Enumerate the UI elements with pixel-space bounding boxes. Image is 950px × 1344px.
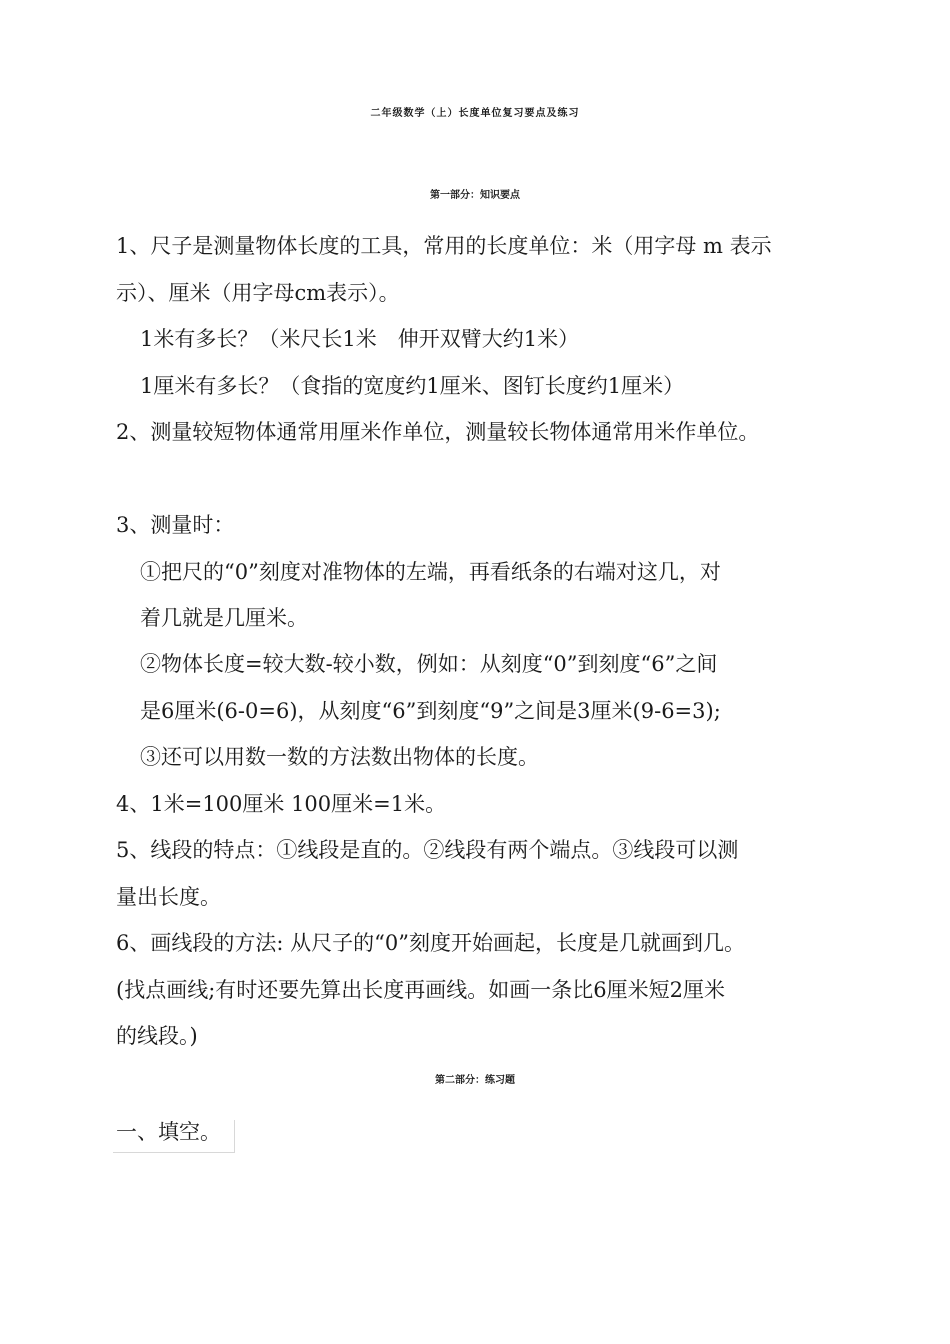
point-3-heading: 3、测量时： <box>116 513 235 537</box>
point-3-step-1-line-1: ①把尺的“0”刻度对准物体的左端，再看纸条的右端对这几，对 <box>140 560 721 584</box>
point-1-line-2: 示）、厘米（用字母cm表示）。 <box>116 281 400 305</box>
point-5-line-2: 量出长度。 <box>116 885 221 909</box>
meter-example: 1米有多长？（米尺长1米 伸开双臂大约1米） <box>140 327 580 351</box>
point-3-step-2-line-2: 是6厘米(6-0=6)，从刻度“6”到刻度“9”之间是3厘米(9-6=3); <box>140 699 721 723</box>
part1-heading: 第一部分：知识要点 <box>430 190 520 201</box>
point-6-line-2: (找点画线;有时还要先算出长度再画线。如画一条比6厘米短2厘米 <box>116 978 725 1002</box>
point-3-step-2-line-1: ②物体长度=较大数-较小数，例如：从刻度“0”到刻度“6”之间 <box>140 652 718 676</box>
point-6-line-3: 的线段。) <box>116 1024 198 1048</box>
point-1-line-1: 1、尺子是测量物体长度的工具，常用的长度单位：米（用字母 m 表示 <box>116 234 772 258</box>
part2-heading: 第二部分：练习题 <box>435 1075 515 1086</box>
point-5-line-1: 5、线段的特点：①线段是直的。②线段有两个端点。③线段可以测 <box>116 838 739 862</box>
point-3-step-1-line-2: 着几就是几厘米。 <box>140 606 308 630</box>
document-title: 二年级数学（上）长度单位复习要点及练习 <box>370 108 580 119</box>
section-1-heading: 一、填空。 <box>116 1120 221 1144</box>
point-6-line-1: 6、画线段的方法: 从尺子的“0”刻度开始画起，长度是几就画到几。 <box>116 931 745 955</box>
point-3-step-3: ③还可以用数一数的方法数出物体的长度。 <box>140 745 539 769</box>
point-2: 2、测量较短物体通常用厘米作单位，测量较长物体通常用米作单位。 <box>116 420 760 444</box>
centimeter-example: 1厘米有多长？（食指的宽度约1厘米、图钉长度约1厘米） <box>140 374 685 398</box>
point-4: 4、1米=100厘米 100厘米=1米。 <box>116 792 447 816</box>
